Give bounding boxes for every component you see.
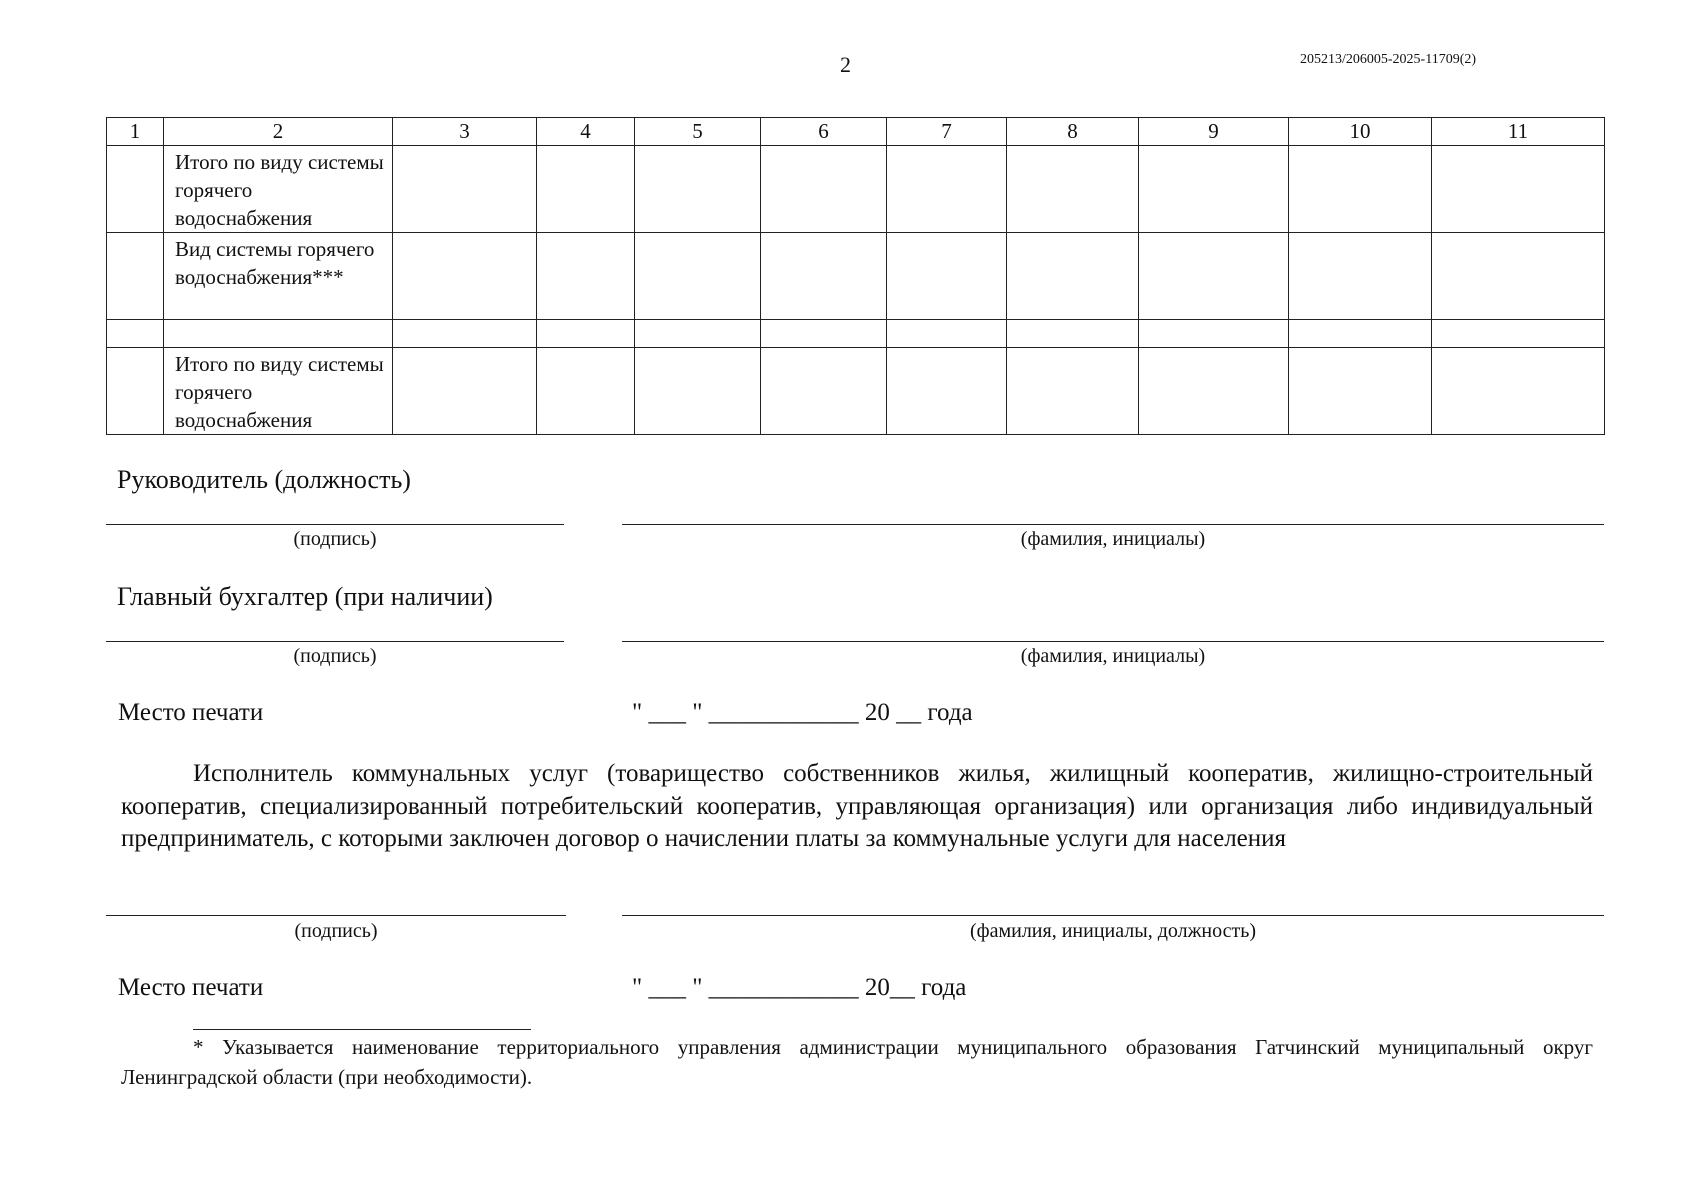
table-cell [887,320,1007,348]
table-cell [1139,348,1289,435]
table-cell [1432,233,1605,320]
table-cell [1289,348,1432,435]
table-cell [1432,348,1605,435]
footnote: * Указывается наименование территориального управления администрации муниципального образования Гатчинский муниципальный округ Ленинградской области (при необходимости). [121,1035,1593,1089]
table-cell [537,348,635,435]
table-row [107,348,1605,435]
column-number: 11 [1432,118,1605,146]
row-label: Итого по виду системы горячего водоснабжения [164,348,393,435]
table-cell [393,320,537,348]
column-number: 10 [1289,118,1432,146]
table-cell [761,320,887,348]
stamp-place: Место печати [118,699,264,726]
column-number: 5 [635,118,761,146]
name-line [622,524,1604,525]
table-cell [761,233,887,320]
table-cell [1007,146,1139,233]
signature-caption: (подпись) [293,528,377,550]
table-cell [537,146,635,233]
table-cell [1007,320,1139,348]
table-cell [1139,233,1289,320]
signature-line [106,641,564,642]
date-line: " ___ " ____________ 20 __ года [632,699,973,726]
table-header-row [107,118,1605,146]
executor-paragraph: Исполнитель коммунальных услуг (товарищество собственников жилья, жилищный кооператив, жилищно-строительный кооператив, специализированный потребительский кооператив, управляющая организация) или организация либо индивидуальный предприниматель, с которыми заключен договор о начислении платы за коммунальные услуги для населения [121,760,1593,852]
column-number: 6 [761,118,887,146]
column-number: 2 [164,118,393,146]
table-cell [761,348,887,435]
table-cell [635,233,761,320]
name-caption: (фамилия, инициалы) [1020,645,1206,667]
table-cell [537,233,635,320]
column-number: 3 [393,118,537,146]
table-cell [107,348,164,435]
table-cell [887,146,1007,233]
signature-line [106,915,566,916]
table-cell [107,320,164,348]
table-row [107,320,1605,348]
table-cell [887,233,1007,320]
name-line [622,641,1604,642]
table-cell [1432,320,1605,348]
table-cell [761,146,887,233]
signature-line [106,524,564,525]
column-number: 9 [1139,118,1289,146]
table-cell [107,146,164,233]
table-cell [537,320,635,348]
date-line: " ___ " ____________ 20__ года [632,974,967,1001]
name-position-caption: (фамилия, инициалы, должность) [969,920,1257,942]
table-cell [393,348,537,435]
table-cell [1139,146,1289,233]
table-cell [1007,233,1139,320]
accountant-title: Главный бухгалтер (при наличии) [117,582,493,611]
table-cell [635,146,761,233]
table-cell [1007,348,1139,435]
column-number: 4 [537,118,635,146]
page-number: 2 [840,52,851,77]
table-cell [1289,320,1432,348]
table-cell [1289,146,1432,233]
column-number: 7 [887,118,1007,146]
table-cell [635,320,761,348]
name-caption: (фамилия, инициалы) [1020,528,1206,550]
stamp-place: Место печати [118,974,264,1001]
table-cell [1432,146,1605,233]
name-line [622,915,1604,916]
footnote-separator [193,1029,531,1030]
row-label: Вид системы горячего водоснабжения*** [164,233,393,320]
signature-caption: (подпись) [294,920,378,942]
document-code: 205213/206005-2025-11709(2) [1300,52,1477,67]
column-number: 1 [107,118,164,146]
table-cell [1139,320,1289,348]
signature-caption: (подпись) [293,645,377,667]
row-label: Итого по виду системы горячего водоснабжения [164,146,393,233]
table-cell [635,348,761,435]
table-row [107,233,1605,320]
column-number: 8 [1007,118,1139,146]
table-cell [393,233,537,320]
table-cell [107,233,164,320]
table-row [107,146,1605,233]
table-cell [1289,233,1432,320]
head-title: Руководитель (должность) [117,465,411,494]
table-cell [393,146,537,233]
report-table [106,117,1605,435]
row-label [164,320,393,348]
table-cell [887,348,1007,435]
